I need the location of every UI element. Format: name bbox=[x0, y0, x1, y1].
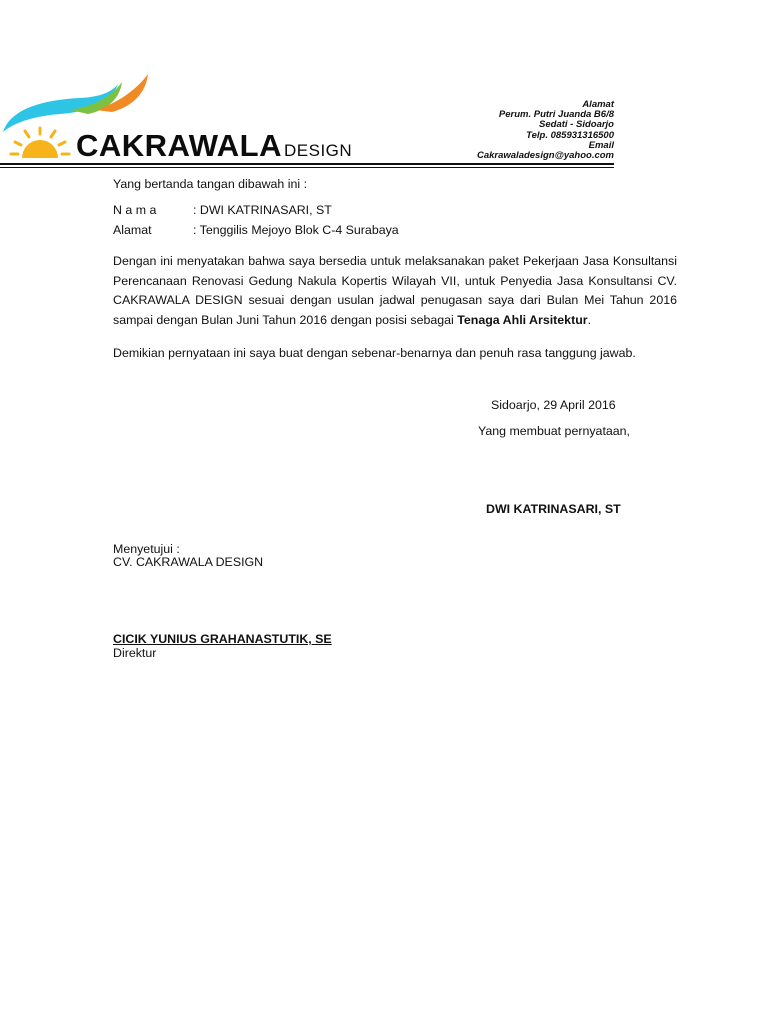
contact-line: Alamat bbox=[582, 99, 614, 110]
position-title: Tenaga Ahli Arsitektur bbox=[457, 313, 588, 328]
statement-paragraph: Dengan ini menyatakan bahwa saya bersedia untuk melaksanakan paket Pekerjaan Jasa Konsultansi Perencanaan Renovasi Gedung Nakula Kopertis Wilayah VII, untuk Penyedia Jasa Konsultansi CV. CAKRAWALA DESIGN sesuai dengan usulan jadwal penugasan saya dari Bulan Mei Tahun 2016 sampai dengan Bulan Juni Tahun 2016 dengan posisi sebagai Tenaga Ahli Arsitektur. bbox=[113, 254, 677, 328]
brand-name: CAKRAWALA DESIGN bbox=[76, 128, 353, 163]
address-value: : Tenggilis Mejoyo Blok C-4 Surabaya bbox=[193, 223, 399, 237]
letterhead bbox=[0, 70, 614, 170]
signer-caption: Yang membuat pernyataan, bbox=[478, 424, 630, 438]
contact-line: Email bbox=[588, 139, 614, 151]
contact-block bbox=[477, 100, 614, 161]
name-label: N a m a bbox=[113, 203, 157, 217]
sun-icon bbox=[11, 128, 69, 158]
header-divider bbox=[0, 163, 614, 165]
header-divider-thin bbox=[0, 167, 614, 168]
approver-name: CICIK YUNIUS GRAHANASTUTIK, SE bbox=[113, 632, 332, 646]
address-label: Alamat bbox=[113, 223, 152, 237]
closing-text: Demikian pernyataan ini saya buat dengan sebenar-benarnya dan penuh rasa tanggung jawab. bbox=[113, 346, 636, 360]
approval-label: Menyetujui : bbox=[113, 542, 180, 556]
contact-line: Perum. Putri Juanda B6/8 bbox=[498, 109, 614, 121]
name-value: : DWI KATRINASARI, ST bbox=[193, 203, 332, 217]
brand-suffix: DESIGN bbox=[284, 141, 353, 160]
contact-line: Sedati - Sidoarjo bbox=[539, 119, 614, 131]
signer-name: DWI KATRINASARI, ST bbox=[486, 502, 621, 516]
contact-line: Telp. 085931316500 bbox=[526, 129, 614, 141]
place-date: Sidoarjo, 29 April 2016 bbox=[491, 398, 616, 412]
approver-title: Direktur bbox=[113, 646, 157, 660]
intro-text: Yang bertanda tangan dibawah ini : bbox=[113, 177, 308, 191]
approval-company: CV. CAKRAWALA DESIGN bbox=[113, 555, 264, 569]
contact-line: Cakrawaladesign@yahoo.com bbox=[476, 150, 614, 162]
